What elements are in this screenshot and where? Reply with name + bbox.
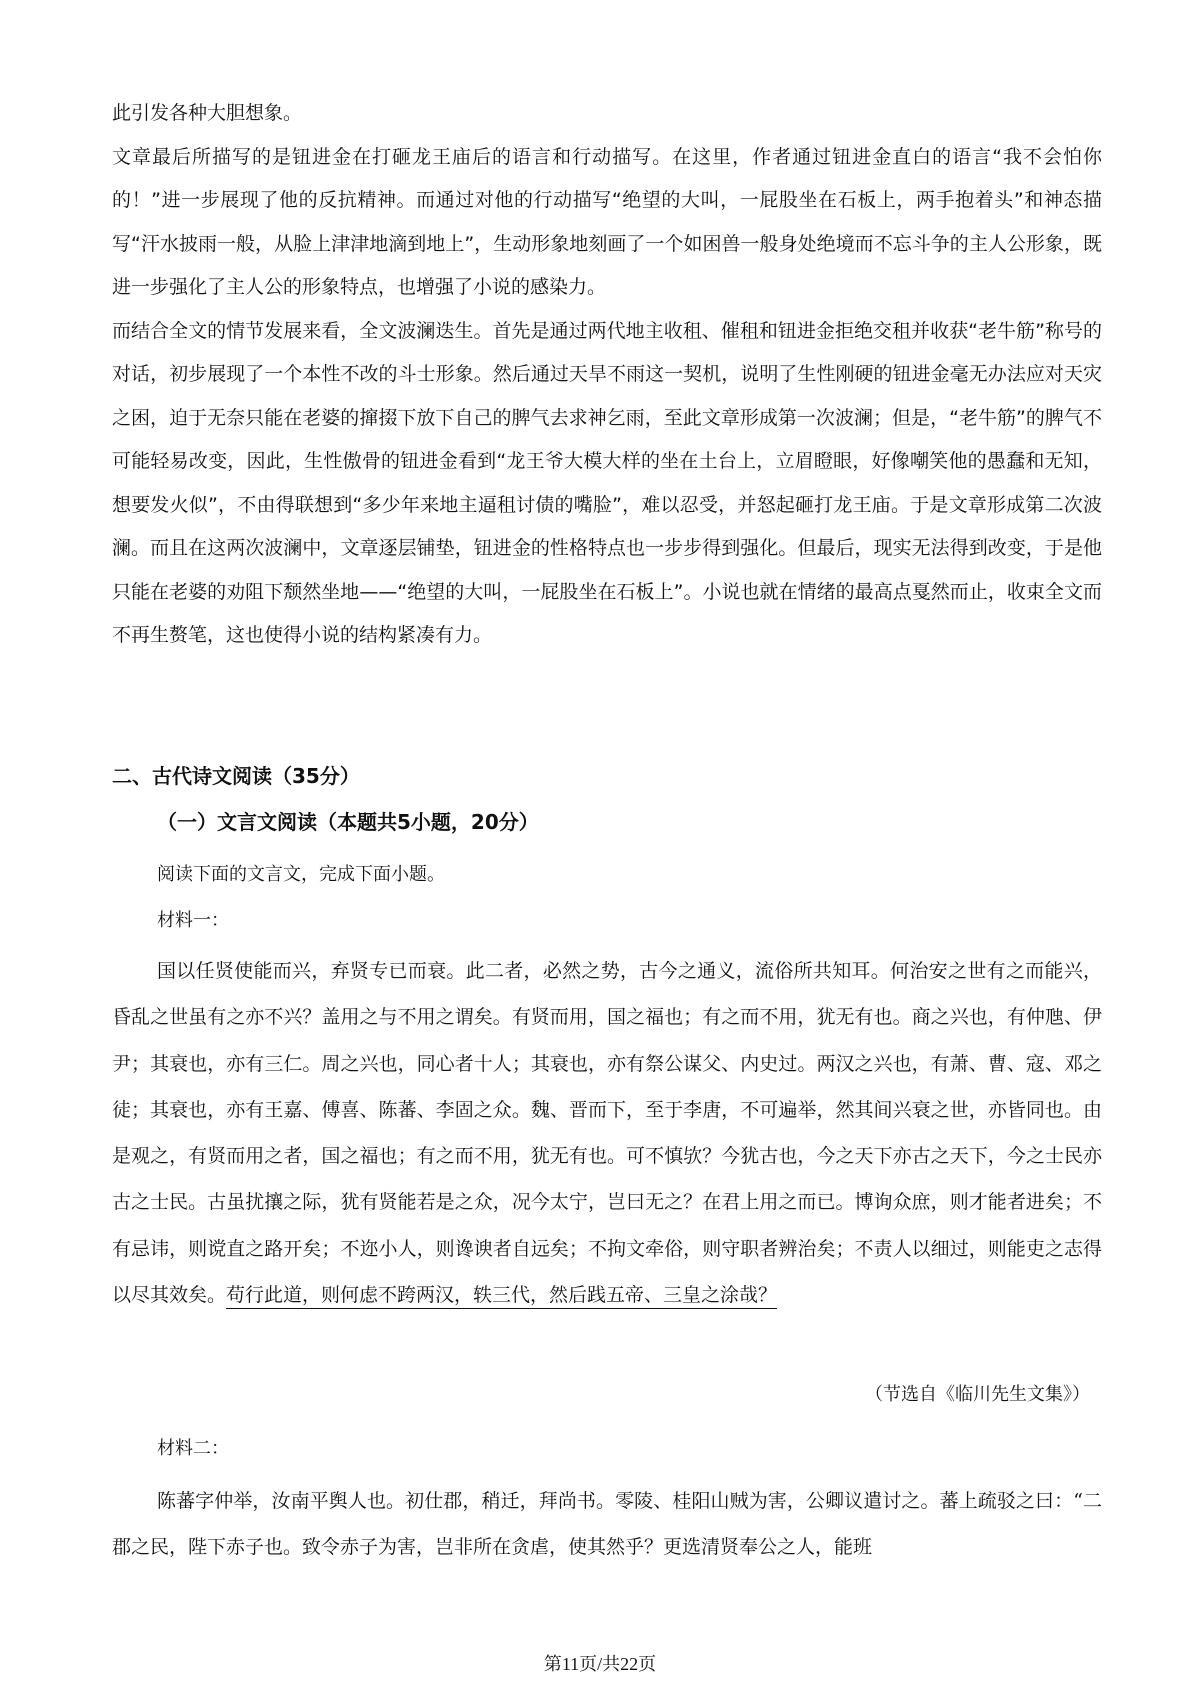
- answer-analysis: [112, 92, 1102, 658]
- material-2-label: 材料二：: [157, 1438, 229, 1459]
- answer-paragraph-1: 此引发各种大胆想象。: [112, 102, 303, 124]
- material-2-text: 陈蕃字仲举，汝南平舆人也。初仕郡，稍迁，拜尚书。零陵、桂阳山贼为害，公卿议遣讨之。蕃上疏驳之曰：“二郡之民，陛下赤子也。致令赤子为害，岂非所在贪虐，使其然乎？更选清贤奉公之人，能班: [112, 1490, 1102, 1559]
- source-citation: （节选自《临川先生文集》）: [865, 1384, 1090, 1405]
- underlined-sentence: 苟行此道，则何虑不跨两汉，轶三代，然后践五帝、三皇之涂哉？: [226, 1284, 778, 1307]
- material-1-text: 国以任贤使能而兴，弃贤专已而衰。此二者，必然之势，古今之通义，流俗所共知耳。何治安之世有之而能兴，昏乱之世虽有之亦不兴？盖用之与不用之谓矣。有贤而用，国之福也；有之而不用，犹无有也。商之兴也，有仲虺、伊尹；其衰也，亦有三仁。周之兴也，同心者十人；其衰也，亦有祭公谋父、内史过。两汉之兴也，有萧、曹、寇、邓之徒；其衰也，亦有王嘉、傅喜、陈蕃、李固之众。魏、晋而下，至于李唐，不可遍举，然其间兴衰之世，亦皆同也。由是观之，有贤而用之者，国之福也；有之而不用，犹无有也。可不慎欤？今犹古也，今之天下亦古之天下，今之士民亦古之士民。古虽扰攘之际，犹有贤能若是之众，况今太宁，岂曰无之？在君上用之而已。博询众庶，则才能者进矣；不有忌讳，则谠直之路开矣；不迩小人，则谗谀者自远矣；不拘文牵俗，则守职者辨治矣；不责人以细过，则能吏之志得以尽其效矣。: [112, 960, 1102, 1307]
- answer-paragraph-3: 而结合全文的情节发展来看，全文波澜迭生。首先是通过两代地主收租、催租和钮进金拒绝交租并收获“老牛筋”称号的对话，初步展现了一个本性不改的斗士形象。然后通过天旱不雨这一契机，说明了生性刚硬的钮进金毫无办法应对天灾之困，迫于无奈只能在老婆的撺掇下放下自己的脾气去求神乞雨，至此文章形成第一次波澜；但是，“老牛筋”的脾气不可能轻易改变，因此，生性傲骨的钮进金看到“龙王爷大模大样的坐在土台上，立眉瞪眼，好像嘲笑他的愚蠢和无知，想要发火似”，不由得联想到“多少年来地主逼租讨债的嘴脸”，难以忍受，并怒起砸打龙王庙。于是文章形成第二次波澜。而且在这两次波澜中，文章逐层铺垫，钮进金的性格特点也一步步得到强化。但最后，现实无法得到改变，于是他只能在老婆的劝阻下颓然坐地——“绝望的大叫，一屁股坐在石板上”。小说也就在情绪的最高点戛然而止，收束全文而不再生赘笔，这也使得小说的结构紧凑有力。: [112, 319, 1102, 646]
- page-footer: 第11页/共22页: [543, 1654, 657, 1674]
- material-2-passage: [112, 1478, 1102, 1571]
- instruction-text: 阅读下面的文言文，完成下面小题。: [157, 864, 445, 885]
- answer-paragraph-2: 文章最后所描写的是钮进金在打砸龙王庙后的语言和行动描写。在这里，作者通过钮进金直白的语言“我不会怕你的！”进一步展现了他的反抗精神。而通过对他的行动描写“绝望的大叫，一屁股坐在石板上，两手抱着头”和神态描写“汗水披雨一般，从脸上津津地滴到地上”，生动形象地刻画了一个如困兽一般身处绝境而不忘斗争的主人公形象，既进一步强化了主人公的形象特点，也增强了小说的感染力。: [112, 145, 1102, 298]
- material-1-passage: [112, 948, 1102, 1318]
- material-1-label: 材料一：: [157, 910, 229, 931]
- section-heading: 二、古代诗文阅读（35分）: [112, 764, 360, 788]
- subsection-heading: （一）文言文阅读（本题共5小题，20分）: [157, 810, 539, 834]
